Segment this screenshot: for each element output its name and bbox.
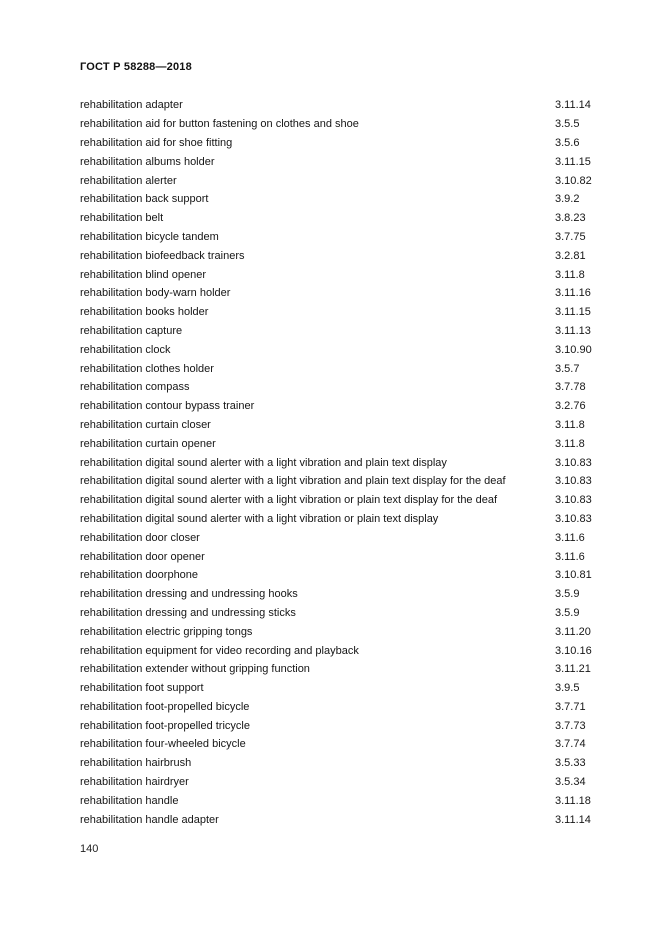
term-text: rehabilitation handle — [80, 794, 179, 807]
ref-number: 3.9.2 — [555, 193, 580, 206]
index-row — [80, 115, 600, 134]
ref-number: 3.11.20 — [555, 625, 591, 638]
ref-number: 3.11.6 — [555, 550, 585, 563]
term-text: rehabilitation foot-propelled tricycle — [80, 719, 250, 732]
index-row — [80, 190, 600, 209]
index-row — [80, 566, 600, 585]
ref-number: 3.7.75 — [555, 230, 586, 243]
index-row — [80, 359, 600, 378]
term-text: rehabilitation door opener — [80, 550, 205, 563]
ref-number: 3.11.15 — [555, 155, 591, 168]
ref-number: 3.11.14 — [555, 813, 591, 826]
index-row — [80, 397, 600, 416]
index-row — [80, 604, 600, 623]
ref-number: 3.2.81 — [555, 249, 586, 262]
index-row — [80, 791, 600, 810]
index-row — [80, 660, 600, 679]
index-row — [80, 622, 600, 641]
term-text: rehabilitation bicycle tandem — [80, 230, 219, 243]
ref-number: 3.10.83 — [555, 494, 592, 507]
ref-number: 3.7.78 — [555, 381, 586, 394]
ref-number: 3.11.14 — [555, 99, 591, 112]
ref-number: 3.10.16 — [555, 644, 592, 657]
term-text: rehabilitation back support — [80, 193, 209, 206]
ref-number: 3.5.9 — [555, 588, 580, 601]
ref-number: 3.10.90 — [555, 343, 592, 356]
term-text: rehabilitation belt — [80, 212, 164, 225]
ref-number: 3.7.74 — [555, 738, 586, 751]
ref-number: 3.7.73 — [555, 719, 586, 732]
index-row — [80, 378, 600, 397]
ref-number: 3.11.6 — [555, 531, 585, 544]
ref-number: 3.11.13 — [555, 324, 591, 337]
ref-number: 3.5.6 — [555, 136, 580, 149]
term-text: rehabilitation biofeedback trainers — [80, 249, 245, 262]
index-row — [80, 754, 600, 773]
index-row — [80, 228, 600, 247]
index-row — [80, 528, 600, 547]
term-text: rehabilitation alerter — [80, 174, 177, 187]
term-text: rehabilitation four-wheeled bicycle — [80, 738, 246, 751]
ref-number: 3.11.8 — [555, 437, 585, 450]
index-row — [80, 716, 600, 735]
index-row — [80, 209, 600, 228]
term-text: rehabilitation foot support — [80, 682, 204, 695]
term-text: rehabilitation clothes holder — [80, 362, 214, 375]
ref-number: 3.11.15 — [555, 306, 591, 319]
index-row — [80, 340, 600, 359]
term-text: rehabilitation handle adapter — [80, 813, 219, 826]
index-row — [80, 96, 600, 115]
ref-number: 3.11.8 — [555, 268, 585, 281]
document-header: ГОСТ Р 58288—2018 — [80, 61, 192, 73]
index-row — [80, 641, 600, 660]
index-row — [80, 134, 600, 153]
term-text: rehabilitation digital sound alerter with a light vibration and plain text display — [80, 456, 447, 469]
index-row — [80, 810, 600, 829]
index-row — [80, 547, 600, 566]
index-row — [80, 491, 600, 510]
term-text: rehabilitation dressing and undressing hooks — [80, 588, 298, 601]
term-text: rehabilitation digital sound alerter with a light vibration or plain text display — [80, 512, 439, 525]
term-text: rehabilitation digital sound alerter with a light vibration and plain text display for the deaf — [80, 475, 506, 488]
term-text: rehabilitation albums holder — [80, 155, 215, 168]
ref-number: 3.10.83 — [555, 475, 592, 488]
ref-number: 3.10.82 — [555, 174, 592, 187]
term-text: rehabilitation door closer — [80, 531, 200, 544]
term-text: rehabilitation capture — [80, 324, 183, 337]
index-row — [80, 303, 600, 322]
term-text: rehabilitation body-warn holder — [80, 287, 231, 300]
index-row — [80, 453, 600, 472]
term-text: rehabilitation foot-propelled bicycle — [80, 700, 250, 713]
term-text: rehabilitation curtain opener — [80, 437, 216, 450]
ref-number: 3.9.5 — [555, 682, 580, 695]
index-row — [80, 322, 600, 341]
term-text: rehabilitation equipment for video recording and playback — [80, 644, 359, 657]
ref-number: 3.5.33 — [555, 757, 586, 770]
term-text: rehabilitation dressing and undressing sticks — [80, 606, 296, 619]
index-row — [80, 152, 600, 171]
index-row — [80, 171, 600, 190]
index-row — [80, 434, 600, 453]
term-text: rehabilitation hairbrush — [80, 757, 192, 770]
ref-number: 3.7.71 — [555, 700, 586, 713]
ref-number: 3.10.81 — [555, 569, 592, 582]
index-row — [80, 735, 600, 754]
index-row — [80, 416, 600, 435]
term-text: rehabilitation clock — [80, 343, 171, 356]
ref-number: 3.5.9 — [555, 606, 580, 619]
index-row — [80, 265, 600, 284]
term-text: rehabilitation contour bypass trainer — [80, 400, 255, 413]
ref-number: 3.5.34 — [555, 776, 586, 789]
index-row — [80, 246, 600, 265]
term-text: rehabilitation books holder — [80, 306, 209, 319]
ref-number: 3.11.8 — [555, 418, 585, 431]
ref-number: 3.10.83 — [555, 512, 592, 525]
term-text: rehabilitation aid for button fastening on clothes and shoe — [80, 118, 359, 131]
ref-number: 3.11.21 — [555, 663, 591, 676]
index-row — [80, 284, 600, 303]
term-text: rehabilitation digital sound alerter with a light vibration or plain text display for the deaf — [80, 494, 498, 507]
index-row — [80, 472, 600, 491]
ref-number: 3.5.5 — [555, 118, 580, 131]
term-text: rehabilitation hairdryer — [80, 776, 189, 789]
ref-number: 3.5.7 — [555, 362, 580, 375]
ref-number: 3.2.76 — [555, 400, 586, 413]
index-row — [80, 773, 600, 792]
index-row — [80, 510, 600, 529]
term-text: rehabilitation adapter — [80, 99, 183, 112]
index-row — [80, 698, 600, 717]
page-number: 140 — [80, 843, 99, 855]
term-text: rehabilitation doorphone — [80, 569, 199, 582]
index-row — [80, 679, 600, 698]
index-term-list — [80, 96, 600, 829]
term-text: rehabilitation curtain closer — [80, 418, 211, 431]
ref-number: 3.8.23 — [555, 212, 586, 225]
term-text: rehabilitation blind opener — [80, 268, 206, 281]
ref-number: 3.11.18 — [555, 794, 591, 807]
ref-number: 3.11.16 — [555, 287, 591, 300]
index-row — [80, 585, 600, 604]
term-text: rehabilitation electric gripping tongs — [80, 625, 253, 638]
ref-number: 3.10.83 — [555, 456, 592, 469]
term-text: rehabilitation aid for shoe fitting — [80, 136, 233, 149]
term-text: rehabilitation extender without gripping function — [80, 663, 310, 676]
term-text: rehabilitation compass — [80, 381, 190, 394]
